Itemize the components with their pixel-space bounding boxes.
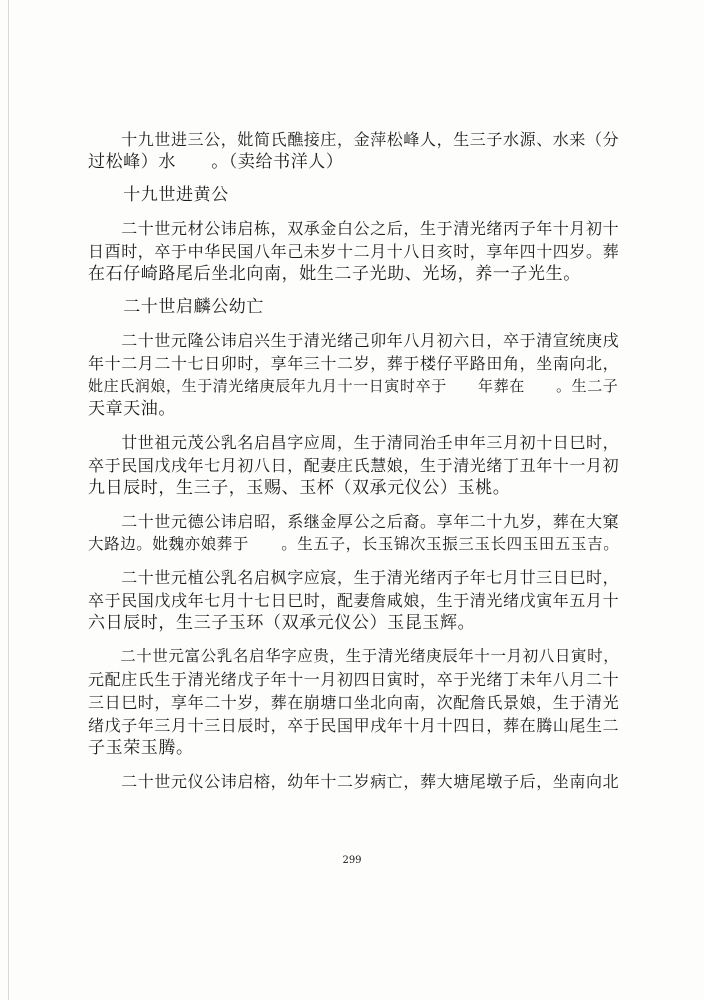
paragraph-gap [88, 760, 634, 770]
text-line: 廿世祖元茂公乳名启昌字应周，生于清同治壬申年三月初十日巳时， [88, 433, 620, 452]
text-line: 二十世元仪公讳启榕，幼年十二岁病亡，葬大塘尾墩子后，坐南向北 [88, 772, 620, 791]
paragraph-gap [88, 421, 634, 431]
paragraph [88, 128, 634, 174]
paragraph-gap [88, 174, 634, 184]
text-line: 大路边。妣魏亦娘葬于 。生五子，长玉锦次玉振三玉长四玉田五玉吉。 [88, 535, 620, 553]
text-line: 天章天油。 [88, 399, 176, 419]
paragraph-gap [88, 286, 634, 296]
paragraph [88, 329, 634, 421]
text-line: 二十世元富公乳名启华字应贵，生于清光绪庚辰年十一月初八日寅时， [88, 647, 620, 665]
text-line: 二十世元植公乳名启枫字应宸，生于清光绪丙子年七月廿三日巳时， [88, 568, 620, 587]
paragraph-gap [88, 635, 634, 645]
text-line: 十九世进黄公 [88, 185, 229, 205]
paragraph [88, 296, 634, 319]
paragraph [88, 184, 634, 207]
paragraph [88, 566, 634, 635]
paragraph [88, 510, 634, 556]
paragraph-gap [88, 500, 634, 510]
text-line: 过松峰）水 。（卖给书洋人） [88, 152, 344, 172]
text-line: 年十二月二十七日卯时，享年三十二岁，葬于楼仔平路田角，坐南向北， [88, 354, 620, 373]
paragraph [88, 217, 634, 286]
paragraph [88, 645, 634, 760]
paragraph-gap [88, 319, 634, 329]
text-line: 日酉时，卒于中华民国八年己未岁十二月十八日亥时，享年四十四岁。葬 [88, 242, 620, 261]
text-line: 卒于民国戊戌年七月初八日，配妻庄氏慧娘，生于清光绪丁丑年十一月初 [88, 456, 620, 475]
text-line: 二十世元德公讳启昭，系继金厚公之后裔。享年二十九岁，葬在大窠 [88, 512, 620, 531]
document-body [88, 128, 634, 793]
text-line: 二十世元材公讳启栋，双承金白公之后，生于清光绪丙子年十月初十 [88, 219, 620, 238]
text-line: 九日辰时，生三子，玉赐、玉杯（双承元仪公）玉桃。 [88, 478, 511, 498]
text-line: 在石仔崎路尾后坐北向南，妣生二子光助、光场，养一子光生。 [88, 264, 581, 284]
paragraph-gap [88, 207, 634, 217]
text-line: 三日巳时，享年二十岁，葬在崩塘口坐北向南，次配詹氏景娘，生于清光 [88, 693, 620, 712]
text-line: 妣庄氏润娘，生于清光绪庚辰年九月十一日寅时卒于 年葬在 。生二子 [88, 377, 619, 395]
paragraph [88, 770, 634, 793]
paragraph [88, 431, 634, 500]
text-line: 卒于民国戊戌年七月十七日巳时，配妻詹咸娘，生于清光绪戊寅年五月十 [88, 591, 620, 610]
page-number: 299 [342, 855, 362, 866]
text-line: 六日辰时，生三子玉环（双承元仪公）玉昆玉辉。 [88, 613, 476, 633]
scan-edge-line [8, 0, 9, 1000]
text-line: 元配庄氏生于清光绪戊子年十一月初四日寅时，卒于光绪丁未年八月二十 [88, 670, 620, 689]
text-line: 二十世元隆公讳启兴生于清光绪己卯年八月初六日，卒于清宣统庚戌 [88, 331, 620, 350]
paragraph-gap [88, 556, 634, 566]
text-line: 绪戊子年三月十三日辰时，卒于民国甲戌年十月十四日，葬在腾山尾生二 [88, 716, 620, 735]
text-line: 二十世启麟公幼亡 [88, 297, 264, 317]
text-line: 子玉荣玉腾。 [88, 738, 194, 758]
text-line: 十九世进三公，妣简氏醮接庄，金萍松峰人，生三子水源、水来（分 [88, 130, 620, 149]
